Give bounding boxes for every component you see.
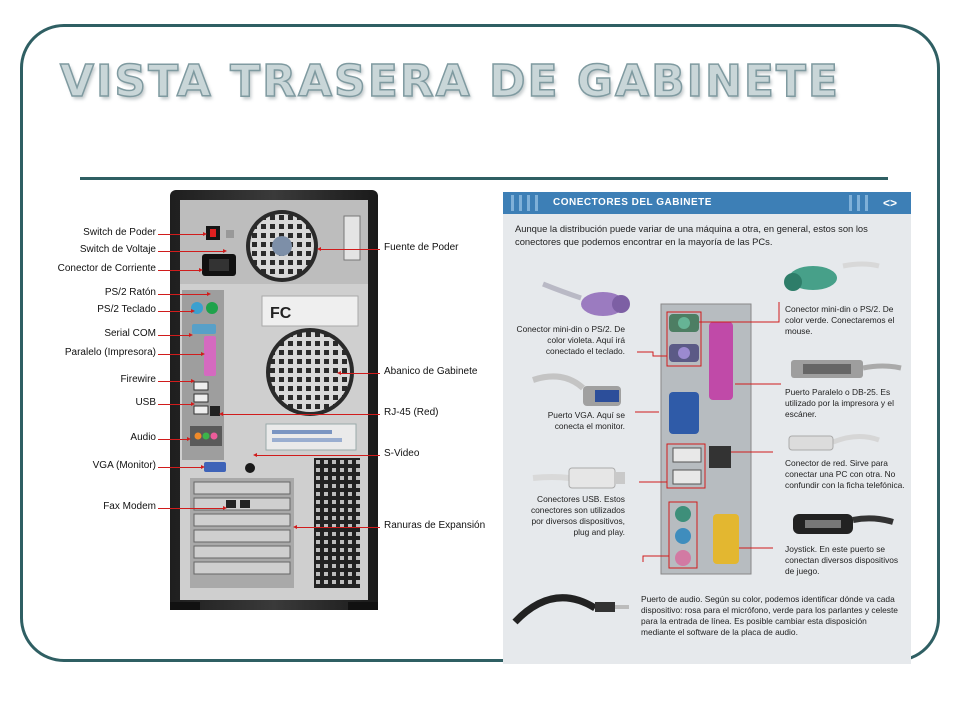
leader-abanico bbox=[340, 373, 380, 374]
leader-ps2-teclado bbox=[158, 311, 192, 312]
leader-usb bbox=[158, 404, 192, 405]
leader-rj45 bbox=[222, 414, 380, 415]
leader-serial-com bbox=[158, 335, 190, 336]
label-svideo: S-Video bbox=[384, 448, 420, 459]
label-ps2-raton: PS/2 Ratón bbox=[104, 287, 156, 298]
leader-fax-modem bbox=[158, 508, 224, 509]
label-rj45: RJ-45 (Red) bbox=[384, 407, 439, 418]
panel-intro: Aunque la distribución puede variar de una máquina a otra, en general, estos son los conectores que podemos encontrar en la mayoría de las PCs. bbox=[515, 223, 868, 247]
nav-arrows-icon[interactable]: <> bbox=[882, 196, 897, 210]
label-serial-com: Serial COM bbox=[104, 328, 156, 339]
caption-red: Conector de red. Sirve para conectar una PC con otra. No confundir con la ficha telefónica. bbox=[785, 458, 905, 490]
fc-logo: FC bbox=[270, 305, 292, 322]
label-switch-voltaje: Switch de Voltaje bbox=[79, 244, 156, 255]
label-paralelo: Paralelo (Impresora) bbox=[64, 347, 156, 358]
caption-usb: Conectores USB. Estos conectores son utilizados por diversos dispositivos, plug and play. bbox=[530, 494, 625, 537]
leader-ranuras bbox=[296, 527, 380, 528]
slide-title: VISTA TRASERA DE GABINETE bbox=[60, 56, 840, 107]
connectors-panel bbox=[503, 192, 911, 664]
label-fuente-poder: Fuente de Poder bbox=[384, 242, 459, 253]
leader-fuente-poder bbox=[320, 249, 380, 250]
leader-switch-voltaje bbox=[158, 251, 224, 252]
label-switch-poder: Switch de Poder bbox=[83, 227, 156, 238]
leader-conector-corriente bbox=[158, 270, 200, 271]
leader-ps2-raton bbox=[158, 294, 208, 295]
caption-ps2-violeta: Conector mini-din o PS/2. De color violeta. Aquí irá conectado el teclado. bbox=[516, 324, 625, 356]
case-rear-figure bbox=[34, 186, 496, 616]
label-ranuras: Ranuras de Expansión bbox=[384, 520, 486, 531]
caption-vga: Puerto VGA. Aquí se conecta el monitor. bbox=[547, 410, 625, 431]
leader-paralelo bbox=[158, 354, 202, 355]
label-usb: USB bbox=[135, 397, 156, 408]
leader-vga bbox=[158, 467, 202, 468]
caption-joystick: Joystick. En este puerto se conectan diversos dispositivos de juego. bbox=[785, 544, 899, 576]
leader-firewire bbox=[158, 381, 192, 382]
title-divider bbox=[80, 177, 888, 180]
label-firewire: Firewire bbox=[120, 374, 156, 385]
caption-paralelo: Puerto Paralelo o DB-25. Es utilizado por la impresora y el escáner. bbox=[785, 387, 894, 419]
leader-audio bbox=[158, 439, 188, 440]
label-fax-modem: Fax Modem bbox=[103, 501, 156, 512]
label-conector-corriente: Conector de Corriente bbox=[57, 263, 156, 274]
label-abanico: Abanico de Gabinete bbox=[384, 366, 478, 377]
label-ps2-teclado: PS/2 Teclado bbox=[97, 304, 156, 315]
caption-audio: Puerto de audio. Según su color, podemos identificar dónde va cada dispositivo: rosa para el micrófono, verde para los parlantes y celeste para la entrada de línea. Es posible cambiar esta disposición mediante el software de la placa de audio. bbox=[641, 594, 898, 637]
panel-title: CONECTORES DEL GABINETE bbox=[553, 197, 712, 208]
caption-ps2-verde: Conector mini-din o PS/2. De color verde. Conectaremos el mouse. bbox=[785, 304, 895, 336]
leader-switch-poder bbox=[158, 234, 204, 235]
label-audio: Audio bbox=[130, 432, 156, 443]
label-vga: VGA (Monitor) bbox=[92, 460, 156, 471]
leader-svideo bbox=[256, 455, 380, 456]
